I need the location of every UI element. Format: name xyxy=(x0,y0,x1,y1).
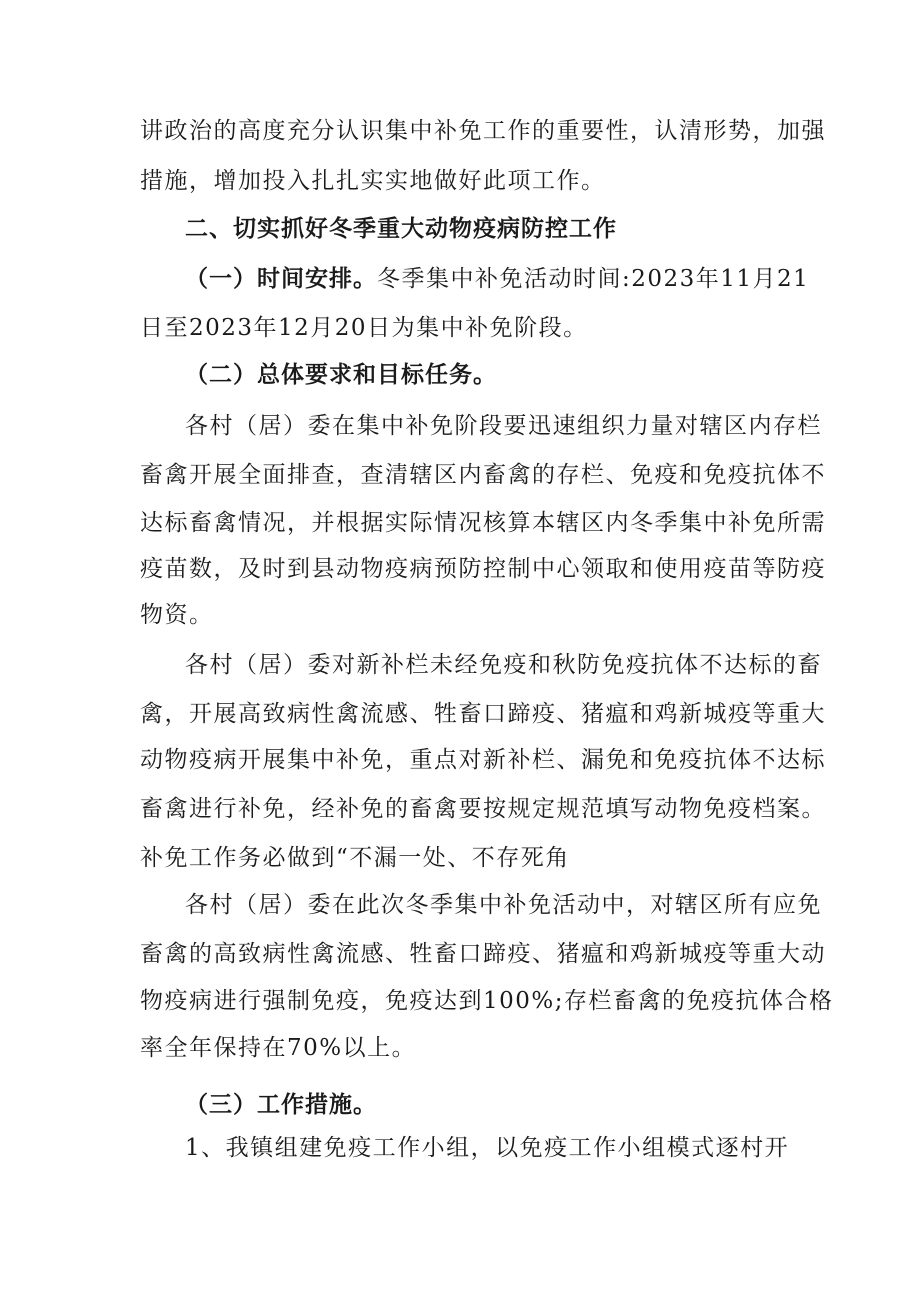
text-line: 讲政治的高度充分认识集中补免工作的重要性，认清形势，加强 xyxy=(140,118,826,144)
section-heading: 二、切实抓好冬季重大动物疫病防控工作 xyxy=(185,216,617,242)
text-line: 措施，增加投入扎扎实实地做好此项工作。 xyxy=(140,168,606,194)
subsection-line xyxy=(185,264,809,294)
text-line: 畜禽进行补免，经补免的畜禽要按规定规范填写动物免疫档案。 xyxy=(140,796,826,822)
text-line: 物疫病进行强制免疫，免疫达到100%;存栏畜禽的免疫抗体合格 xyxy=(140,988,834,1014)
text-line: 率全年保持在70%以上。 xyxy=(140,1035,417,1061)
subsection-heading: （三）工作措施。 xyxy=(185,1092,377,1118)
text-line: 禽，开展高致病性禽流感、牲畜口蹄疫、猪瘟和鸡新城疫等重大 xyxy=(140,701,826,727)
text-line: 达标畜禽情况，并根据实际情况核算本辖区内冬季集中补免所需 xyxy=(140,510,826,536)
text-line: 动物疫病开展集中补免，重点对新补栏、漏免和免疫抗体不达标 xyxy=(140,747,826,773)
text-span: 冬季集中补免活动时间:2023年11月21 xyxy=(377,266,810,292)
text-line: 物资。 xyxy=(140,602,214,628)
text-line: 补免工作务必做到“不漏一处、不存死角 xyxy=(140,845,570,871)
text-line: 日至2023年12月20日为集中补免阶段。 xyxy=(140,315,588,341)
text-line: 各村（居）委对新补栏未经免疫和秋防免疫抗体不达标的畜 xyxy=(185,652,822,678)
subsection-heading: （二）总体要求和目标任务。 xyxy=(185,362,497,388)
subsection-heading: （一）时间安排。 xyxy=(185,266,377,292)
text-line: 1、我镇组建免疫工作小组，以免疫工作小组模式逐村开 xyxy=(185,1135,790,1161)
text-line: 畜禽开展全面排查，查清辖区内畜禽的存栏、免疫和免疫抗体不 xyxy=(140,462,826,488)
text-line: 各村（居）委在此次冬季集中补免活动中，对辖区所有应免 xyxy=(185,892,822,918)
text-line: 各村（居）委在集中补免阶段要迅速组织力量对辖区内存栏 xyxy=(185,413,822,439)
text-line: 疫苗数，及时到县动物疫病预防控制中心领取和使用疫苗等防疫 xyxy=(140,556,826,582)
text-line: 畜禽的高致病性禽流感、牲畜口蹄疫、猪瘟和鸡新城疫等重大动 xyxy=(140,941,826,967)
